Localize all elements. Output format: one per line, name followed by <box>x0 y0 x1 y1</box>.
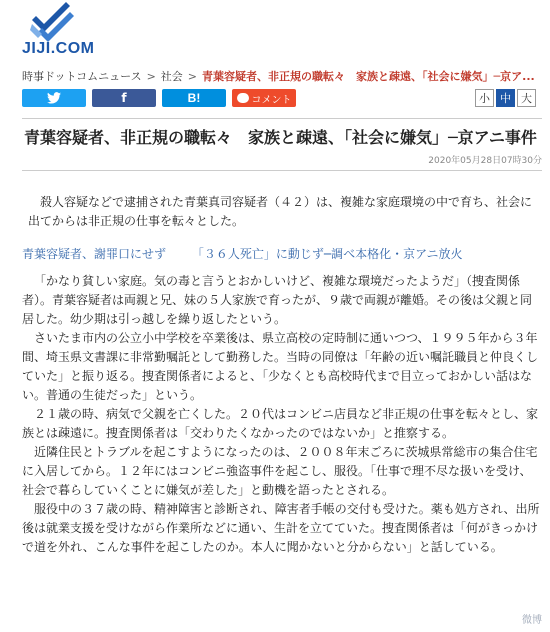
related-link[interactable]: 「３６人死亡」に動じず─調べ本格化・京アニ放火 <box>191 247 463 261</box>
comment-button-label: コメント <box>251 94 292 106</box>
speech-bubble-icon <box>237 93 249 103</box>
weibo-watermark: 微博 <box>522 615 542 626</box>
comment-button[interactable] <box>232 89 296 107</box>
twitter-share-button[interactable] <box>22 89 86 107</box>
article-paragraph: さいたま市内の公立小中学校を卒業後は、県立高校の定時制に通いつつ、１９９５年から３年間、埼玉県文書課に非常勤嘱託として勤務した。当時の同僚は「年齢の近い嘱託職員と仲良くしていた」と振り返る。捜査関係者によると、「少なくとも高校時代まで目立っておかしい話はない。普通の生徒だった」という。 <box>22 331 539 402</box>
share-bar <box>22 89 542 109</box>
breadcrumb-item-home[interactable]: 時事ドットコムニュース <box>22 70 142 83</box>
article-paragraph: 服役中の３７歳の時、精神障害と診断され、障害者手帳の交付も受けた。薬も処方され、出所後は就業支援を受けながら作業所などに通い、生計を立てていた。捜査関係者は「何がきっかけで道を外れ、こんな事件を起こしたのか。本人に聞かないと分からない」と話している。 <box>22 502 540 554</box>
article-paragraph: 近隣住民とトラブルを起こすようになったのは、２００８年末ごろに茨城県常総市の集合住宅に入居してから。１２年にはコンビニ強盗事件を起こし、服役。「仕事で理不尽な扱いを受け、社会で暮らしていくことに嫌気が差した」と動機を語ったとされる。 <box>22 445 538 497</box>
breadcrumb-separator: > <box>146 70 156 83</box>
hatena-bookmark-button[interactable]: B! <box>162 89 226 107</box>
article-date: 2020年05月28日07時30分 <box>22 153 542 171</box>
breadcrumb <box>22 68 542 84</box>
article-title: 青葉容疑者、非正規の職転々 家族と疎遠、「社会に嫌気」─京アニ事件 <box>24 128 537 147</box>
site-header <box>0 0 550 62</box>
article-paragraph: ２１歳の時、病気で父親を亡くした。２０代はコンビニ店員など非正規の仕事を転々とし、家族とは疎遠に。捜査関係者は「交わりたくなかったのではないか」と推察する。 <box>22 407 539 440</box>
related-links <box>22 245 542 262</box>
breadcrumb-item-society[interactable]: 社会 <box>160 70 183 83</box>
related-link[interactable]: 青葉容疑者、謝罪口にせず <box>22 247 167 261</box>
jiji-logo-icon[interactable] <box>30 2 74 42</box>
article-paragraph: 「かなり貧しい家庭。気の毒と言うとおかしいけど、複雑な環境だったようだ」（捜査関係者）。青葉容疑者は両親と兄、妹の５人家族で育ったが、９歳で両親が離婚。その後は父親と同居した。幼少期は引っ越しを繰り返したという。 <box>22 274 533 326</box>
font-size-large-button[interactable]: 大 <box>517 89 536 107</box>
font-size-small-button[interactable]: 小 <box>475 89 494 107</box>
facebook-share-button[interactable]: f <box>92 89 156 107</box>
article-lead: 殺人容疑などで逮捕された青葉真司容疑者（４２）は、複雑な家庭環境の中で育ち、社会に出てからは非正規の仕事を転々とした。 <box>28 195 533 228</box>
site-logo-text[interactable]: JIJI.COM <box>22 40 95 57</box>
font-size-control <box>473 89 536 107</box>
font-size-medium-button[interactable]: 中 <box>496 89 515 107</box>
article <box>22 118 542 557</box>
breadcrumb-separator: > <box>187 70 198 83</box>
breadcrumb-current: 青葉容疑者、非正規の職転々 家族と疎遠、「社会に嫌気」─京ア... <box>202 70 535 83</box>
article-body <box>22 272 542 557</box>
twitter-bird-icon <box>47 92 61 104</box>
